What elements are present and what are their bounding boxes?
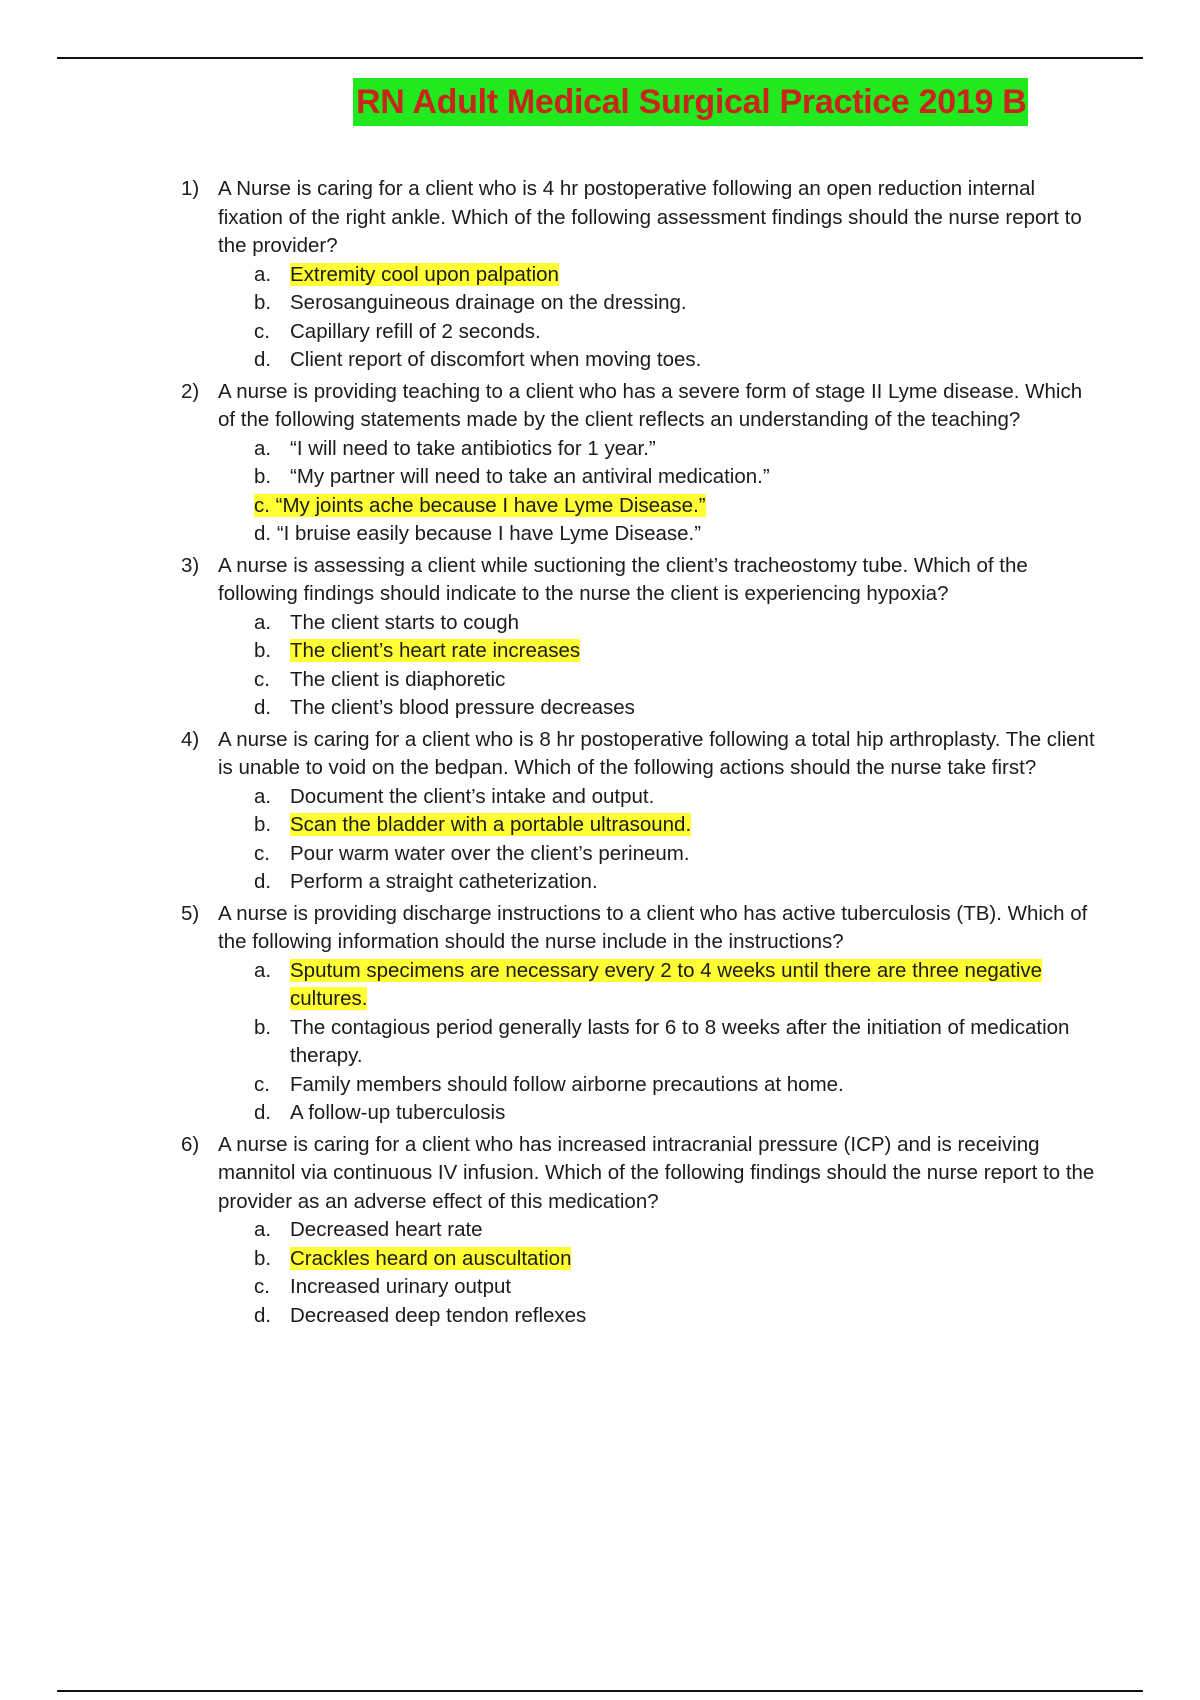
document-title: RN Adult Medical Surgical Practice 2019 B <box>353 78 1028 126</box>
question-text: A nurse is providing discharge instructions to a client who has active tuberculosis (TB). Which of the following information should the nurse include in the instructions? <box>218 901 1088 953</box>
answer-option <box>218 868 1095 897</box>
option-letter: d. <box>254 870 272 893</box>
question-item <box>175 900 1095 1128</box>
question-text: A nurse is caring for a client who has increased intracranial pressure (ICP) and is receiving mannitol via continuous IV infusion. Which of the following findings should the nurse report to the provider as an adverse effect of this medication? <box>218 1132 1095 1213</box>
answer-option <box>218 346 1095 375</box>
option-line <box>254 522 701 545</box>
option-text: Increased urinary output <box>290 1275 512 1298</box>
option-letter: b. <box>254 291 272 314</box>
option-text: Extremity cool upon palpation <box>290 262 559 286</box>
option-text: Crackles heard on auscultation <box>290 1246 572 1270</box>
option-text: The client is diaphoretic <box>290 667 506 691</box>
option-letter: a. <box>254 1218 272 1241</box>
question-item <box>175 1131 1095 1331</box>
option-text: Capillary refill of 2 seconds. <box>290 319 541 343</box>
option-letter: c. <box>254 667 270 691</box>
option-letter: d. <box>254 696 272 719</box>
answer-options <box>218 957 1095 1128</box>
question-text: A Nurse is caring for a client who is 4 hr postoperative following an open reduction internal fixation of the right ankle. Which of the following assessment findings should the nurse report to the provider? <box>218 177 1082 257</box>
question-item <box>175 726 1095 897</box>
option-text: Decreased heart rate <box>290 1218 483 1241</box>
option-text: “I will need to take antibiotics for 1 year.” <box>290 436 656 460</box>
option-letter: d. <box>254 1101 272 1124</box>
option-letter: b. <box>254 813 272 836</box>
answer-option <box>218 1273 1095 1302</box>
answer-option-correct <box>218 811 1095 840</box>
option-text: Family members should follow airborne precautions at home. <box>290 1072 844 1096</box>
option-letter: d. <box>254 522 272 545</box>
option-text: Client report of discomfort when moving toes. <box>290 348 702 371</box>
option-letter: c. <box>254 1275 270 1298</box>
answer-option <box>218 463 1095 492</box>
answer-option-correct <box>218 1245 1095 1274</box>
question-number: 4) <box>181 727 200 751</box>
option-text: Perform a straight catheterization. <box>290 870 598 893</box>
option-letter: b. <box>254 1015 272 1039</box>
option-text: “My partner will need to take an antiviral medication.” <box>290 465 770 488</box>
option-letter: d. <box>254 1303 272 1327</box>
question-item <box>175 378 1095 549</box>
question-text: A nurse is caring for a client who is 8 hr postoperative following a total hip arthroplasty. The client is unable to void on the bedpan. Which of the following actions should the nurse take first? <box>218 727 1095 779</box>
answer-option <box>218 840 1095 869</box>
option-text: The client starts to cough <box>290 610 520 634</box>
option-text: Scan the bladder with a portable ultrasound. <box>290 813 692 836</box>
option-text: The contagious period generally lasts for 6 to 8 weeks after the initiation of medication therapy. <box>290 1015 1070 1067</box>
option-text: The client’s heart rate increases <box>290 639 581 662</box>
question-number: 2) <box>181 379 200 403</box>
answer-options <box>218 609 1095 723</box>
option-letter: a. <box>254 262 272 286</box>
answer-option <box>218 694 1095 723</box>
answer-option <box>218 289 1095 318</box>
answer-option <box>218 1099 1095 1128</box>
option-text: The client’s blood pressure decreases <box>290 696 635 719</box>
option-letter: b. <box>254 639 272 662</box>
option-letter: c. <box>254 1072 270 1096</box>
option-text: “I bruise easily because I have Lyme Disease.” <box>276 522 702 545</box>
option-letter: a. <box>254 958 272 982</box>
bottom-rule <box>57 1690 1143 1692</box>
option-text: A follow-up tuberculosis <box>290 1101 506 1124</box>
question-text: A nurse is providing teaching to a client who has a severe form of stage II Lyme disease. Which of the following statements made by the client reflects an understanding of the teaching? <box>218 379 1083 431</box>
option-letter: b. <box>254 1246 272 1270</box>
option-letter: a. <box>254 436 272 460</box>
answer-option <box>218 1014 1095 1071</box>
answer-option-correct <box>218 261 1095 290</box>
answer-option <box>218 783 1095 812</box>
answer-option <box>218 1302 1095 1331</box>
option-letter: c. <box>254 841 270 865</box>
answer-options <box>218 435 1095 549</box>
option-letter: c. <box>254 493 270 517</box>
answer-option <box>218 520 1095 549</box>
answer-option-correct <box>218 957 1095 1014</box>
question-number: 5) <box>181 901 200 925</box>
option-letter: d. <box>254 348 272 371</box>
answer-option <box>218 609 1095 638</box>
answer-options <box>218 1216 1095 1330</box>
answer-option-correct <box>218 637 1095 666</box>
question-item <box>175 552 1095 723</box>
answer-option-correct <box>218 492 1095 521</box>
option-text: Pour warm water over the client’s perineum. <box>290 841 690 865</box>
question-number: 6) <box>181 1132 200 1156</box>
answer-option <box>218 666 1095 695</box>
option-line <box>254 494 706 517</box>
title-block <box>353 78 1028 126</box>
question-item <box>175 175 1095 375</box>
option-letter: a. <box>254 610 272 634</box>
question-text: A nurse is assessing a client while suctioning the client’s tracheostomy tube. Which of the following findings should indicate to the nurse the client is experiencing hypoxia? <box>218 553 1028 605</box>
option-letter: a. <box>254 784 272 808</box>
option-text: Decreased deep tendon reflexes <box>290 1303 587 1327</box>
option-text: “My joints ache because I have Lyme Disease.” <box>275 493 706 517</box>
answer-options <box>218 261 1095 375</box>
question-number: 1) <box>181 177 200 200</box>
option-text: Document the client’s intake and output. <box>290 784 655 808</box>
question-number: 3) <box>181 553 200 577</box>
answer-option <box>218 1216 1095 1245</box>
option-letter: c. <box>254 319 270 343</box>
answer-option <box>218 318 1095 347</box>
option-text: Sputum specimens are necessary every 2 to 4 weeks until there are three negative cultures. <box>290 958 1043 1010</box>
answer-option <box>218 1071 1095 1100</box>
option-letter: b. <box>254 465 272 488</box>
answer-options <box>218 783 1095 897</box>
option-text: Serosanguineous drainage on the dressing. <box>290 291 687 314</box>
question-list <box>175 175 1095 1333</box>
answer-option <box>218 435 1095 464</box>
top-rule <box>57 57 1143 59</box>
